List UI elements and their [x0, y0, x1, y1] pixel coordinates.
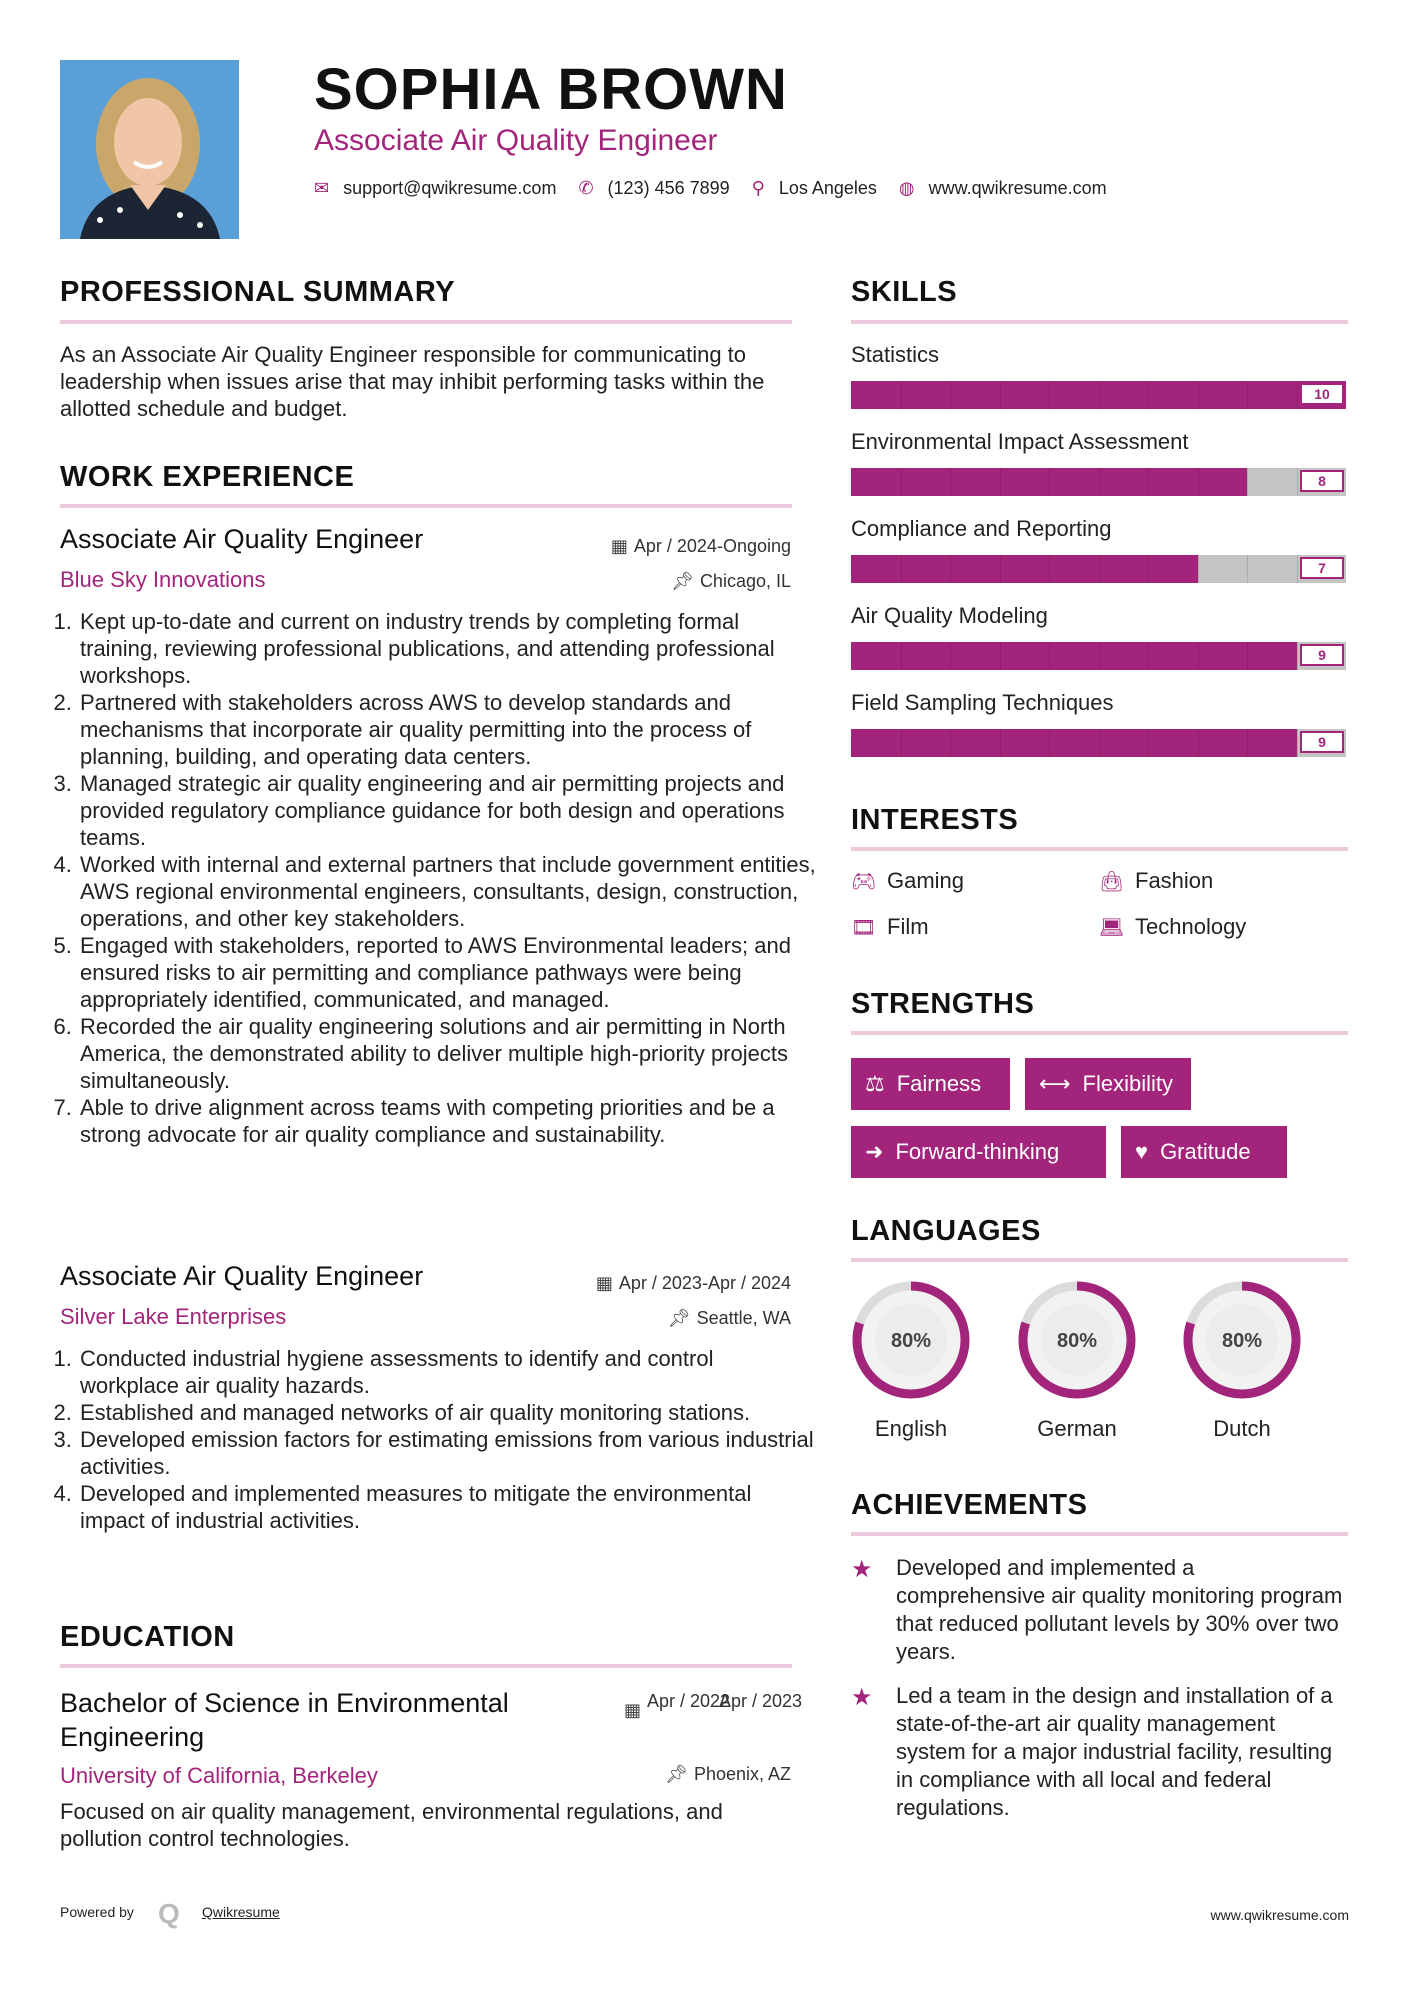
skill-bar-segment — [1049, 381, 1050, 409]
skill-label: Statistics — [851, 342, 940, 367]
language-ring — [1015, 1278, 1139, 1402]
skill-bar-segment — [901, 468, 902, 496]
skill-bar-segment — [1297, 642, 1298, 670]
interest-technology: 💻︎ Technology — [1099, 914, 1247, 939]
skill-bar-segment — [1148, 555, 1149, 583]
skill-label: Compliance and Reporting — [851, 516, 1112, 541]
globe-icon: ◍ — [898, 178, 915, 198]
list-item: 3. Managed strategic air quality engineering and air permitting projects and provided regulatory compliance guidance for both design and operations teams. — [78, 770, 818, 851]
interests-heading: INTERESTS — [851, 804, 1019, 836]
website-link[interactable]: www.qwikresume.com — [928, 178, 1107, 198]
skill-bar-segment — [1247, 642, 1248, 670]
pin-icon: 📌︎ — [671, 571, 694, 591]
list-item: 6. Recorded the air quality engineering solutions and air permitting in North America, the demonstrated ability to deliver multiple high-priority projects simultaneously. — [78, 1013, 818, 1094]
skill-bar-segment — [1049, 729, 1050, 757]
skill-bar-segment — [950, 729, 951, 757]
skill-bar-segment — [1198, 642, 1199, 670]
achievements-rule — [851, 1532, 1348, 1536]
list-item: 1. Kept up-to-date and current on industry trends by completing formal training, reviewing professional publications, and attending professional workshops. — [78, 608, 818, 689]
job-1-location: 📌︎ Chicago, IL — [671, 571, 791, 591]
job-2-bullets — [60, 1345, 818, 1534]
list-item: 7. Able to drive alignment across teams with competing priorities and be a strong advocate for air quality compliance and sustainability. — [78, 1094, 818, 1148]
experience-heading: WORK EXPERIENCE — [60, 461, 355, 493]
school-name: University of California, Berkeley — [60, 1763, 378, 1788]
skill-level-badge: 7 — [1300, 557, 1344, 579]
skill-bar-segment — [1000, 381, 1001, 409]
calendar-icon: ▦ — [595, 1273, 613, 1293]
skill-bar — [851, 468, 1346, 496]
experience-rule — [60, 504, 792, 508]
language-name: German — [1037, 1416, 1117, 1441]
strength-fairness: ⚖ Fairness — [851, 1058, 1010, 1110]
candidate-name: SOPHIA BROWN — [314, 57, 788, 122]
skill-bar-segment — [1099, 468, 1100, 496]
list-item: 2. Established and managed networks of air quality monitoring stations. — [78, 1399, 818, 1426]
star-icon: ★ — [851, 1684, 873, 1711]
candidate-role: Associate Air Quality Engineer — [314, 124, 718, 157]
skill-bar-segment — [1099, 729, 1100, 757]
calendar-icon: ▦ — [610, 536, 628, 556]
skill-bar-segment — [901, 555, 902, 583]
film-icon: 🎞︎ — [851, 916, 877, 939]
skill-bar-segment — [1148, 468, 1149, 496]
qwikresume-link[interactable]: Qwikresume — [202, 1904, 280, 1920]
list-item: 5. Engaged with stakeholders, reported to AWS Environmental leaders; and ensured risks to air permitting and compliance pathways were being appropriately identified, communicated, and managed. — [78, 932, 818, 1013]
education-description: Focused on air quality management, environmental regulations, and pollution control technologies. — [60, 1799, 723, 1851]
job-2-dates: ▦ Apr / 2023-Apr / 2024 — [595, 1273, 791, 1293]
skill-bar-fill — [851, 642, 1297, 670]
achievements-heading: ACHIEVEMENTS — [851, 1489, 1088, 1521]
skill-bar-segment — [950, 642, 951, 670]
summary-rule — [60, 320, 792, 324]
degree-title: Bachelor of Science in Environmental Engineering — [60, 1688, 509, 1752]
skill-bar-segment — [1099, 642, 1100, 670]
skill-bar-fill — [851, 729, 1297, 757]
list-item: 1. Conducted industrial hygiene assessments to identify and control workplace air quality hazards. — [78, 1345, 818, 1399]
skill-bar-segment — [901, 729, 902, 757]
language-ring — [849, 1278, 973, 1402]
skill-label: Environmental Impact Assessment — [851, 429, 1189, 454]
list-item: 3. Developed emission factors for estimating emissions from various industrial activities. — [78, 1426, 818, 1480]
strength-gratitude: ♥ Gratitude — [1121, 1126, 1287, 1178]
skill-bar-segment — [1148, 729, 1149, 757]
list-item: 4. Developed and implemented measures to mitigate the environmental impact of industrial activities. — [78, 1480, 818, 1534]
skill-bar-segment — [1297, 381, 1298, 409]
skill-bar-segment — [1198, 555, 1199, 583]
education-start: Apr / 2022 — [647, 1691, 731, 1711]
skill-bar-segment — [1297, 468, 1298, 496]
job-2-location: 📌︎ Seattle, WA — [667, 1308, 791, 1328]
qwikresume-logo-icon: Q — [158, 1898, 180, 1929]
star-icon: ★ — [851, 1556, 873, 1583]
footer-url[interactable]: www.qwikresume.com — [1210, 1907, 1349, 1923]
languages-rule — [851, 1258, 1348, 1262]
arrow-right-icon: ➜ — [865, 1139, 884, 1164]
interest-film: 🎞︎ Film — [851, 914, 929, 939]
skill-bar-segment — [1099, 381, 1100, 409]
laptop-icon: 💻︎ — [1099, 916, 1125, 939]
scale-icon: ⚖ — [865, 1071, 885, 1096]
strength-flexibility: ⟷ Flexibility — [1025, 1058, 1191, 1110]
skill-level-badge: 8 — [1300, 470, 1344, 492]
job-1-bullets — [60, 608, 818, 1148]
language-percent: 80% — [890, 1330, 932, 1352]
languages-heading: LANGUAGES — [851, 1215, 1041, 1247]
skill-bar-segment — [950, 555, 951, 583]
interest-fashion: 👜︎ Fashion — [1099, 868, 1214, 893]
email-icon: ✉ — [314, 178, 330, 198]
skill-bar-segment — [1247, 555, 1248, 583]
job-1-dates: ▦ Apr / 2024-Ongoing — [610, 536, 791, 556]
skills-rule — [851, 320, 1348, 324]
skill-bar-segment — [1247, 729, 1248, 757]
heart-icon: ♥ — [1135, 1139, 1149, 1164]
skill-bar-segment — [1198, 468, 1199, 496]
phone-icon: ✆ — [578, 178, 594, 198]
strengths-rule — [851, 1031, 1348, 1035]
email-link[interactable]: support@qwikresume.com — [343, 178, 557, 198]
skill-bar-segment — [1000, 729, 1001, 757]
profile-photo — [60, 60, 239, 239]
summary-heading: PROFESSIONAL SUMMARY — [60, 276, 456, 308]
skill-bar — [851, 729, 1346, 757]
skills-heading: SKILLS — [851, 276, 958, 308]
language-name: English — [874, 1416, 948, 1441]
education-location: 📌︎ Phoenix, AZ — [665, 1764, 791, 1784]
skill-bar-segment — [1297, 729, 1298, 757]
skill-level-badge: 9 — [1300, 731, 1344, 753]
job-1-company: Blue Sky Innovations — [60, 567, 266, 592]
skill-bar-segment — [1049, 642, 1050, 670]
skill-label: Air Quality Modeling — [851, 603, 1048, 628]
language-percent: 80% — [1056, 1330, 1098, 1352]
achievement-1: Developed and implemented a comprehensive air quality monitoring program that reduced pollutant levels by 30% over two years. — [896, 1555, 1343, 1664]
summary-text: As an Associate Air Quality Engineer responsible for communicating to leadership when issues arise that may inhibit performing tasks within the allotted schedule and budget. — [60, 342, 765, 421]
strength-forward-thinking: ➜ Forward-thinking — [851, 1126, 1106, 1178]
pin-icon: 📌︎ — [667, 1308, 691, 1328]
skill-bar-segment — [950, 381, 951, 409]
education-dates — [624, 1690, 803, 1721]
skill-bar-segment — [1000, 468, 1001, 496]
language-ring — [1180, 1278, 1304, 1402]
location-text: Los Angeles — [778, 178, 877, 198]
pin-icon: 📌︎ — [665, 1764, 688, 1784]
gamepad-icon: 🎮︎ — [851, 870, 877, 893]
skill-bar-segment — [1049, 555, 1050, 583]
skill-bar — [851, 642, 1346, 670]
strengths-heading: STRENGTHS — [851, 988, 1035, 1020]
job-2-title: Associate Air Quality Engineer — [60, 1261, 424, 1291]
calendar-icon: ▦ — [624, 1700, 642, 1720]
job-2-company: Silver Lake Enterprises — [60, 1304, 287, 1329]
skill-bar-segment — [1247, 381, 1248, 409]
skill-bar — [851, 555, 1346, 583]
interest-gaming: 🎮︎ Gaming — [851, 868, 965, 893]
skill-bar-segment — [1099, 555, 1100, 583]
bag-icon: 👜︎ — [1099, 870, 1125, 893]
interests-rule — [851, 847, 1348, 851]
skill-bar-fill — [851, 555, 1198, 583]
contact-row — [314, 178, 1129, 199]
phone-text: (123) 456 7899 — [607, 178, 730, 198]
language-percent: 80% — [1221, 1330, 1263, 1352]
skill-bar-segment — [1000, 555, 1001, 583]
education-end: Apr / 2023 — [719, 1691, 803, 1711]
education-rule — [60, 1664, 792, 1668]
skill-bar-segment — [950, 468, 951, 496]
skill-level-badge: 10 — [1300, 383, 1344, 405]
job-1-title: Associate Air Quality Engineer — [60, 524, 424, 554]
list-item: 2. Partnered with stakeholders across AWS to develop standards and mechanisms that incorporate air quality permitting into the process of planning, building, and operating data centers. — [78, 689, 818, 770]
skill-bar-segment — [1148, 642, 1149, 670]
skill-bar-segment — [901, 642, 902, 670]
location-pin-icon: ⚲ — [751, 178, 765, 198]
skill-bar-segment — [1198, 729, 1199, 757]
education-heading: EDUCATION — [60, 1621, 235, 1653]
language-name: Dutch — [1213, 1416, 1271, 1441]
skill-bar-segment — [1000, 642, 1001, 670]
achievement-2: Led a team in the design and installation of a state-of-the-art air quality management system for a major industrial facility, resulting in compliance with all local and federal regulations. — [896, 1683, 1333, 1820]
skill-bar-segment — [1049, 468, 1050, 496]
skill-bar-segment — [901, 381, 902, 409]
powered-by-text: Powered by — [60, 1904, 134, 1920]
skill-bar-segment — [1148, 381, 1149, 409]
skill-bar-segment — [1247, 468, 1248, 496]
skill-label: Field Sampling Techniques — [851, 690, 1114, 715]
skill-bar-segment — [1297, 555, 1298, 583]
skill-level-badge: 9 — [1300, 644, 1344, 666]
skill-bar-segment — [1198, 381, 1199, 409]
skill-bar — [851, 381, 1346, 409]
arrows-icon: ⟷ — [1039, 1071, 1071, 1096]
list-item: 4. Worked with internal and external partners that include government entities, AWS regional environmental engineers, consultants, design, construction, operations, and other key stakeholders. — [78, 851, 818, 932]
